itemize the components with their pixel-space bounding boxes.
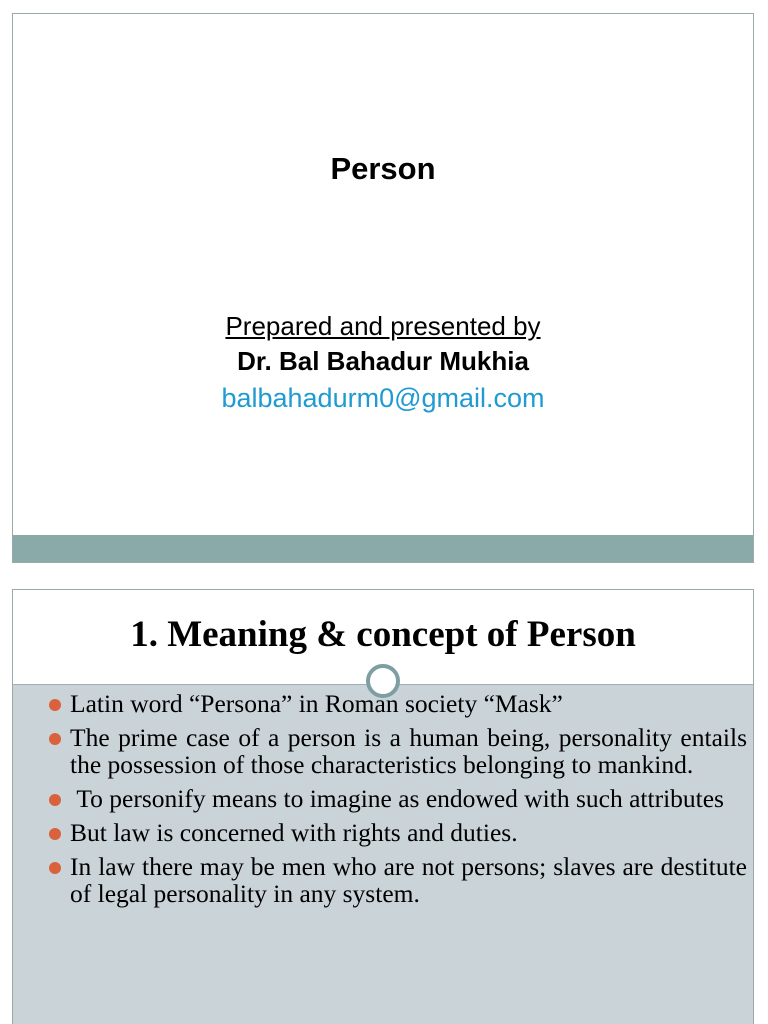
author-email-link[interactable]: balbahadurm0@gmail.com [221, 383, 545, 413]
list-item [47, 724, 747, 778]
bullet-dot-icon [49, 794, 61, 806]
list-item [47, 819, 747, 846]
bullet-text: To personify means to imagine as endowed with such attributes [70, 784, 724, 813]
list-item [47, 785, 747, 812]
bullet-dot-icon [49, 862, 61, 874]
list-item [47, 853, 747, 907]
author-name: Dr. Bal Bahadur Mukhia [237, 346, 529, 376]
bullet-text: In law there may be men who are not persons; slaves are destitute of legal personality in any system. [70, 852, 747, 908]
bullet-list [47, 690, 747, 914]
bullet-dot-icon [49, 699, 61, 711]
accent-band [13, 535, 753, 562]
bullet-text: The prime case of a person is a human being, personality entails the possession of those characteristics belonging to mankind. [70, 723, 747, 779]
slide-heading: 1. Meaning & concept of Person [130, 614, 636, 655]
bullet-dot-icon [49, 828, 61, 840]
bullet-dot-icon [49, 733, 61, 745]
slide-title: Person [330, 151, 436, 186]
content-slide [12, 589, 754, 1024]
title-slide [12, 13, 754, 563]
bullet-text: But law is concerned with rights and duties. [70, 818, 518, 847]
list-item [47, 690, 747, 717]
prepared-by-label: Prepared and presented by [225, 311, 541, 341]
bullet-text: Latin word “Persona” in Roman society “Mask” [70, 689, 563, 718]
